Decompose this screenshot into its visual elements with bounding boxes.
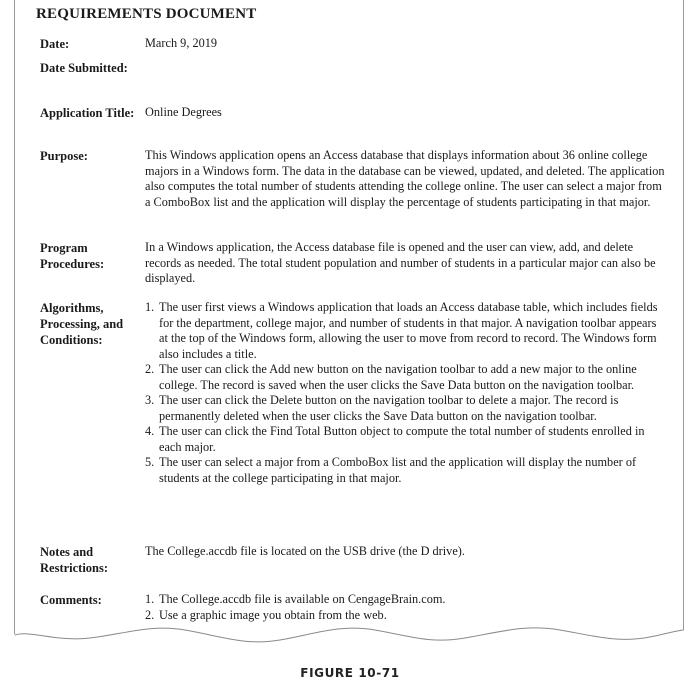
program-procedures-label: Program Procedures: (40, 241, 105, 271)
algorithms-list (145, 300, 665, 486)
torn-edge-graphic (0, 607, 700, 660)
notes-label: Notes and Restrictions: (40, 545, 109, 575)
list-item-number: 2. (145, 362, 155, 376)
list-item-number: 3. (145, 393, 155, 407)
list-item-number: 1. (145, 300, 155, 314)
list-item (145, 592, 665, 608)
algorithms-value (145, 300, 665, 486)
list-item-text: The user can click the Find Total Button object to compute the total number of students enrolled in each major. (159, 424, 645, 454)
list-item (145, 424, 665, 455)
list-item-text: The user can click the Delete button on the navigation toolbar to delete a major. The record is permanently deleted when the user clicks the Save Data button on the navigation toolbar. (159, 393, 619, 423)
list-item-text: The user can click the Add new button on the navigation toolbar to add a new major to the online college. The record is saved when the user clicks the Save Data button on the navigation toolbar. (159, 362, 637, 392)
comments-label: Comments: (40, 593, 102, 607)
date-value: March 9, 2019 (145, 36, 218, 50)
algorithms-label: Algorithms, Processing, and Conditions: (40, 301, 124, 347)
program-procedures-text: In a Windows application, the Access database file is opened and the user can view, add, and delete records as needed. The total student population and number of students in a particular major can also be displayed. (145, 240, 656, 285)
list-item-text: The user first views a Windows application that loads an Access database table, which includes fields for the department, college major, and number of students in that major. A navigation toolbar appears at the top of the Windows form, allowing the user to move from record to record. The Windows form also includes a title. (159, 300, 658, 361)
list-item-text: The user can select a major from a ComboBox list and the application will display the number of students at the college participating in that major. (159, 455, 637, 485)
date-submitted-label: Date Submitted: (40, 61, 128, 75)
list-item-text: The College.accdb file is available on CengageBrain.com. (159, 592, 446, 606)
list-item-number: 2. (145, 607, 155, 622)
purpose-value (145, 148, 665, 210)
list-item-text: Use a graphic image you obtain from the web. (159, 607, 387, 622)
notes-value: The College.accdb file is located on the USB drive (the D drive). (145, 544, 465, 558)
date-label: Date: (40, 37, 70, 51)
document-title: REQUIREMENTS DOCUMENT (36, 6, 257, 22)
list-item (145, 300, 665, 362)
figure-caption: FIGURE 10-71 (300, 666, 400, 680)
list-item-number: 1. (145, 592, 155, 606)
application-title-label: Application Title: (40, 106, 135, 120)
list-item-number: 5. (145, 455, 155, 469)
list-item-number: 4. (145, 424, 155, 438)
list-item (145, 455, 665, 486)
purpose-label: Purpose: (40, 149, 88, 163)
application-title-value: Online Degrees (145, 105, 222, 119)
program-procedures-value (145, 240, 665, 287)
list-item (145, 362, 665, 393)
list-item (145, 393, 665, 424)
purpose-text: This Windows application opens an Access database that displays information about 36 online college majors in a Windows form. The data in the database can be viewed, updated, and deleted. The application also computes the total number of students attending the college online. The user can select a major from a ComboBox list and the application will display the percentage of students participating in that major. (145, 148, 665, 209)
